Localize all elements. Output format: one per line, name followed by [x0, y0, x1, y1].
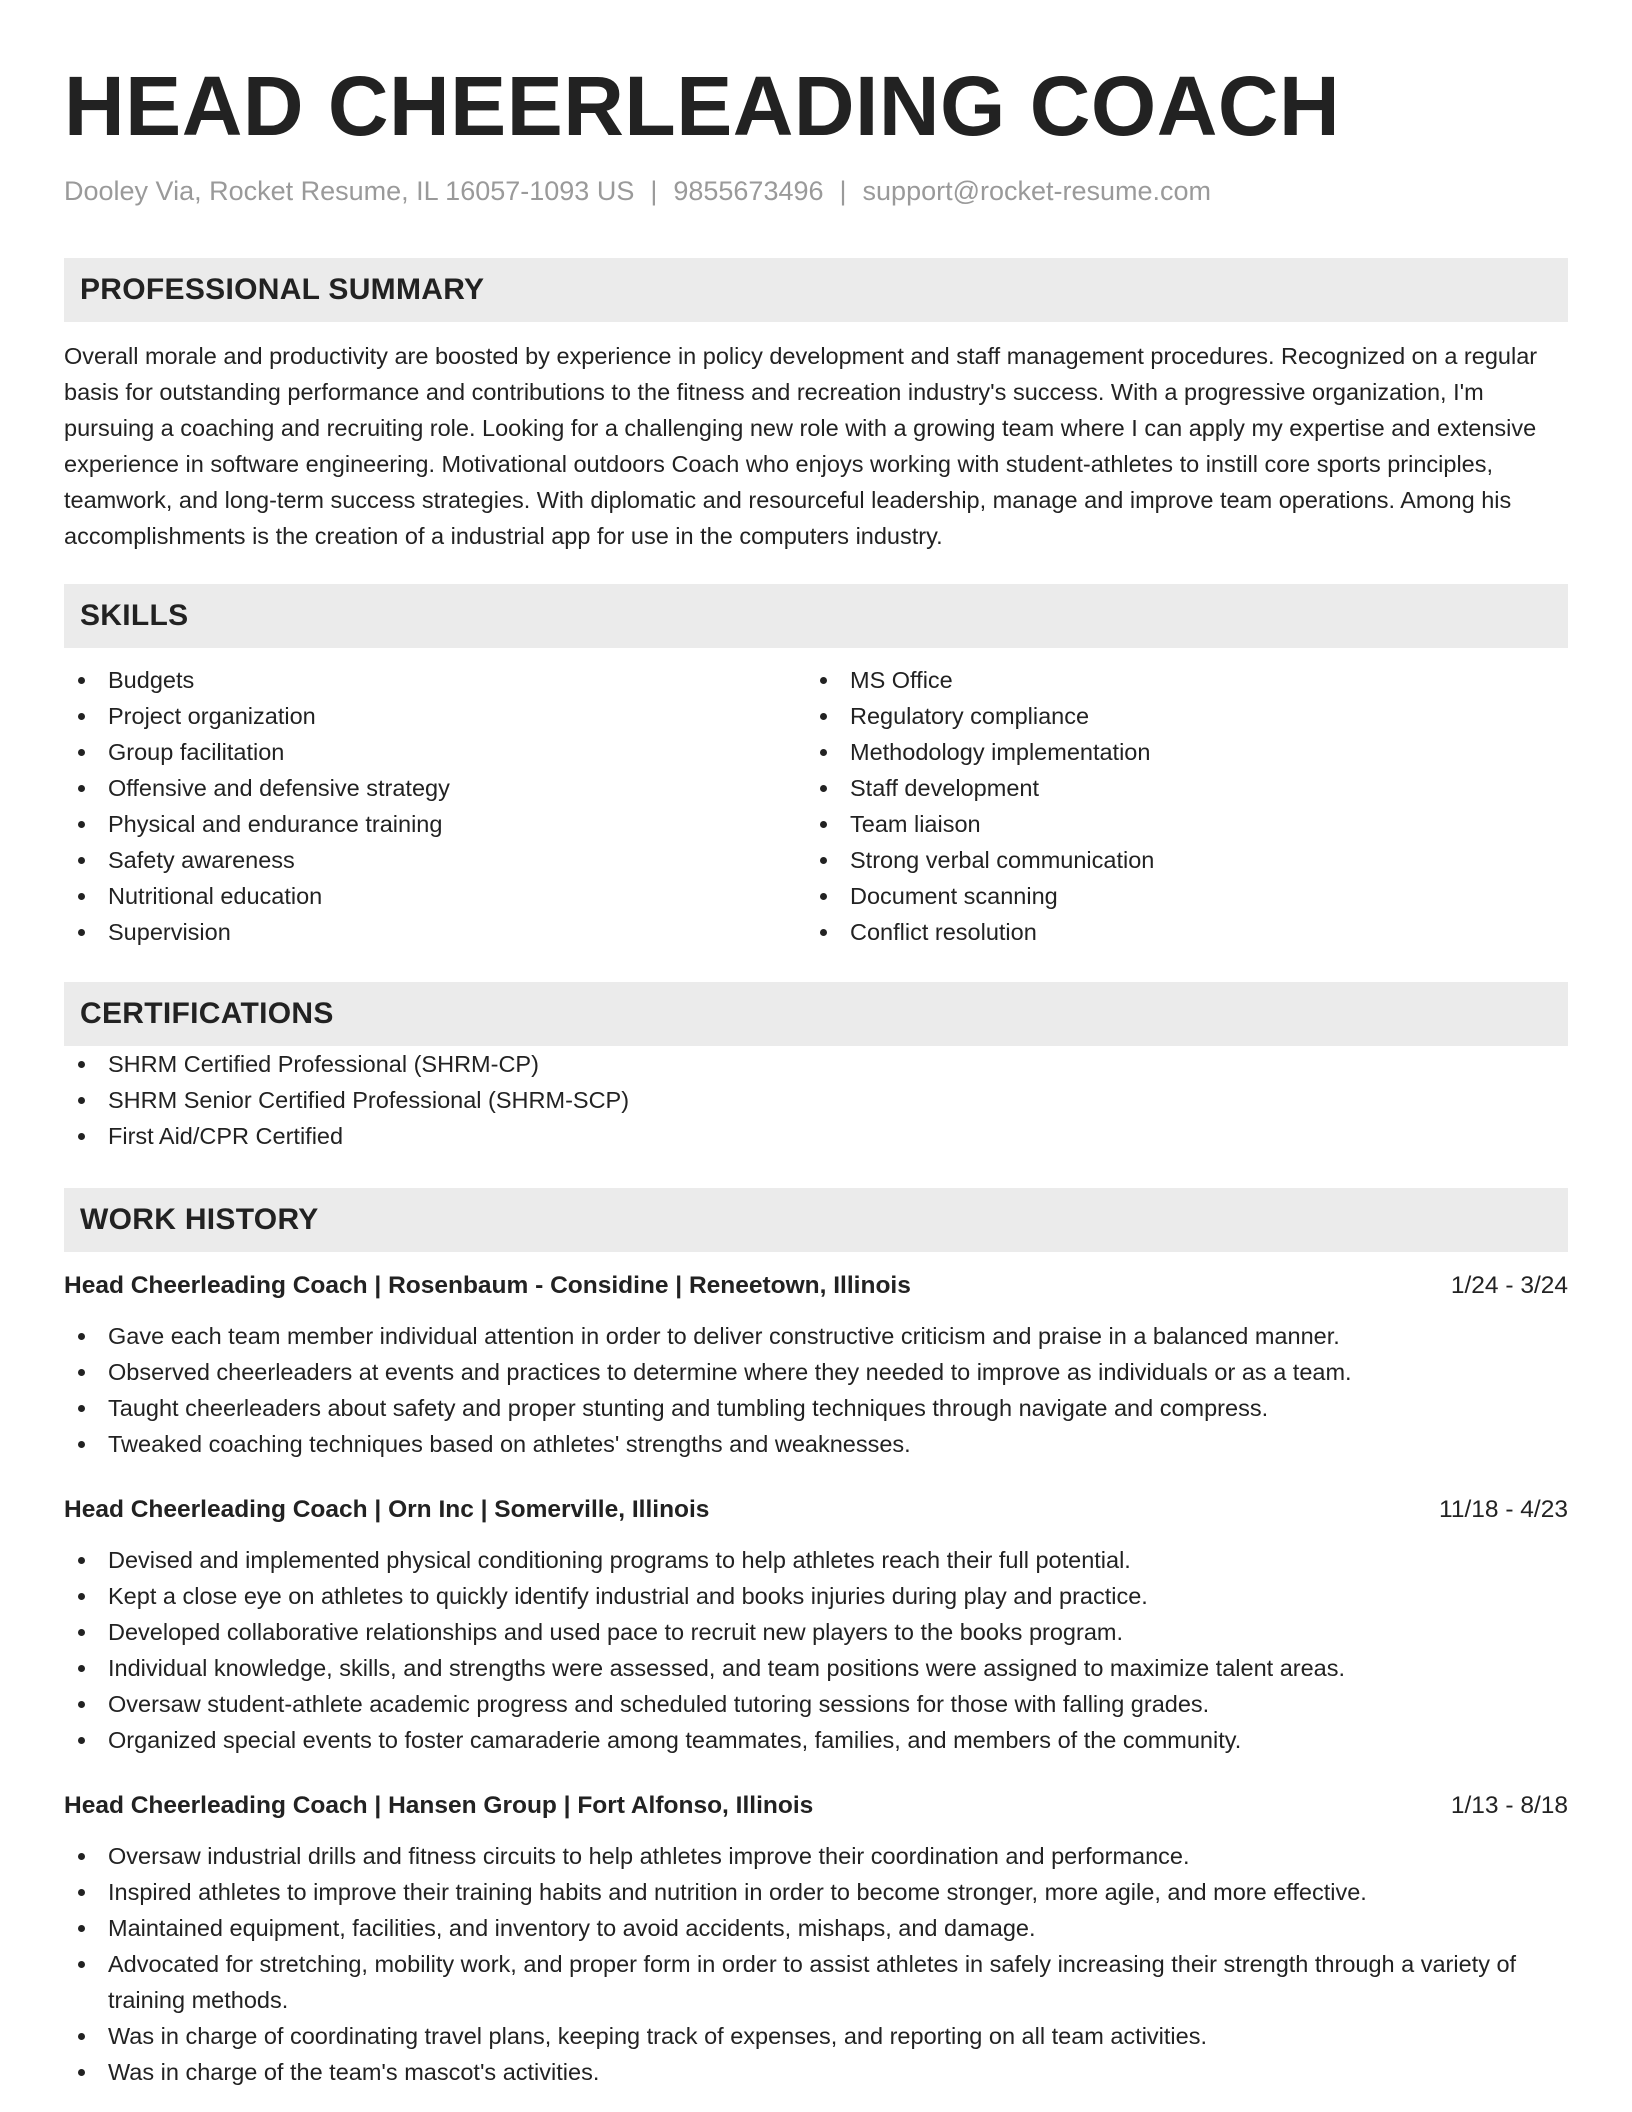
skills-grid [64, 662, 1568, 950]
contact-separator: | [839, 176, 847, 206]
skill-item: Supervision [64, 914, 806, 950]
job-header [64, 1492, 1568, 1528]
section-title: SKILLS [80, 599, 189, 632]
certifications-list [64, 1046, 1568, 1154]
skill-item: Regulatory compliance [806, 698, 1548, 734]
section-title: CERTIFICATIONS [80, 997, 334, 1030]
skill-item: Group facilitation [64, 734, 806, 770]
skill-item: Safety awareness [64, 842, 806, 878]
duty-item: Was in charge of coordinating travel plans, keeping track of expenses, and reporting on all team activities. [64, 2018, 1568, 2054]
duty-item: Organized special events to foster camaraderie among teammates, families, and members of the community. [64, 1722, 1568, 1758]
section-title: PROFESSIONAL SUMMARY [80, 273, 485, 306]
skill-item: Strong verbal communication [806, 842, 1548, 878]
job-header [64, 1268, 1568, 1304]
skills-column-left [64, 662, 806, 950]
section-header-work-history [64, 1188, 1568, 1252]
duty-item: Was in charge of the team's mascot's activities. [64, 2054, 1568, 2090]
duty-item: Gave each team member individual attention in order to deliver constructive criticism and praise in a balanced manner. [64, 1318, 1568, 1354]
contact-line [64, 174, 1568, 208]
duty-item: Oversaw industrial drills and fitness circuits to help athletes improve their coordination and performance. [64, 1838, 1568, 1874]
job-dates: 11/18 - 4/23 [1439, 1496, 1568, 1523]
skill-item: Budgets [64, 662, 806, 698]
summary-text: Overall morale and productivity are boosted by experience in policy development and staff management procedures. Recognized on a regular basis for outstanding performance and contributions to the fitness and recreation industry's success. With a progressive organization, I'm pursuing a coaching and recruiting role. Looking for a challenging new role with a growing team where I can apply my expertise and extensive experience in software engineering. Motivational outdoors Coach who enjoys working with student-athletes to instill core sports principles, teamwork, and long-term success strategies. With diplomatic and resourceful leadership, manage and improve team operations. Among his accomplishments is the creation of a industrial app for use in the computers industry. [64, 343, 1538, 549]
job-duties [64, 1838, 1568, 2090]
skill-item: Offensive and defensive strategy [64, 770, 806, 806]
duty-item: Taught cheerleaders about safety and proper stunting and tumbling techniques through navigate and compress. [64, 1390, 1568, 1426]
duty-item: Tweaked coaching techniques based on athletes' strengths and weaknesses. [64, 1426, 1568, 1462]
duty-item: Kept a close eye on athletes to quickly identify industrial and books injuries during play and practice. [64, 1578, 1568, 1614]
duty-item: Developed collaborative relationships and used pace to recruit new players to the books program. [64, 1614, 1568, 1650]
skill-item: MS Office [806, 662, 1548, 698]
duty-item: Individual knowledge, skills, and strengths were assessed, and team positions were assigned to maximize talent areas. [64, 1650, 1568, 1686]
duty-item: Maintained equipment, facilities, and inventory to avoid accidents, mishaps, and damage. [64, 1910, 1568, 1946]
duty-item: Oversaw student-athlete academic progress and scheduled tutoring sessions for those with falling grades. [64, 1686, 1568, 1722]
skill-item: Conflict resolution [806, 914, 1548, 950]
skill-item: Document scanning [806, 878, 1548, 914]
job-title: Head Cheerleading Coach | Hansen Group | Fort Alfonso, Illinois [64, 1792, 814, 1819]
skill-item: Methodology implementation [806, 734, 1548, 770]
duty-item: Advocated for stretching, mobility work, and proper form in order to assist athletes in safely increasing their strength through a variety of training methods. [64, 1946, 1568, 2018]
job-duties [64, 1542, 1568, 1758]
job-title: Head Cheerleading Coach | Rosenbaum - Considine | Reneetown, Illinois [64, 1272, 911, 1299]
skill-item: Physical and endurance training [64, 806, 806, 842]
section-header-summary [64, 258, 1568, 322]
contact-separator: | [650, 176, 658, 206]
job-title: Head Cheerleading Coach | Orn Inc | Somerville, Illinois [64, 1496, 710, 1523]
duty-item: Observed cheerleaders at events and practices to determine where they needed to improve as individuals or as a team. [64, 1354, 1568, 1390]
resume-title: HEAD CHEERLEADING COACH [64, 59, 1341, 153]
certification-item: SHRM Certified Professional (SHRM-CP) [64, 1046, 1568, 1082]
job-dates: 1/24 - 3/24 [1450, 1272, 1568, 1299]
job-dates: 1/13 - 8/18 [1450, 1792, 1568, 1819]
skill-item: Staff development [806, 770, 1548, 806]
section-header-certifications [64, 982, 1568, 1046]
skills-column-right [806, 662, 1548, 950]
job-entry [64, 1788, 1568, 2090]
job-duties [64, 1318, 1568, 1462]
job-entry [64, 1268, 1568, 1462]
skill-item: Project organization [64, 698, 806, 734]
section-header-skills [64, 584, 1568, 648]
duty-item: Devised and implemented physical conditioning programs to help athletes reach their full potential. [64, 1542, 1568, 1578]
skill-item: Nutritional education [64, 878, 806, 914]
section-title: WORK HISTORY [80, 1203, 319, 1236]
skill-item: Team liaison [806, 806, 1548, 842]
contact-email: support@rocket-resume.com [862, 176, 1212, 206]
contact-phone: 9855673496 [673, 176, 824, 206]
contact-address: Dooley Via, Rocket Resume, IL 16057-1093 US [64, 176, 635, 206]
job-header [64, 1788, 1568, 1824]
job-entry [64, 1492, 1568, 1758]
duty-item: Inspired athletes to improve their training habits and nutrition in order to become stronger, more agile, and more effective. [64, 1874, 1568, 1910]
certification-item: SHRM Senior Certified Professional (SHRM-SCP) [64, 1082, 1568, 1118]
certification-item: First Aid/CPR Certified [64, 1118, 1568, 1154]
